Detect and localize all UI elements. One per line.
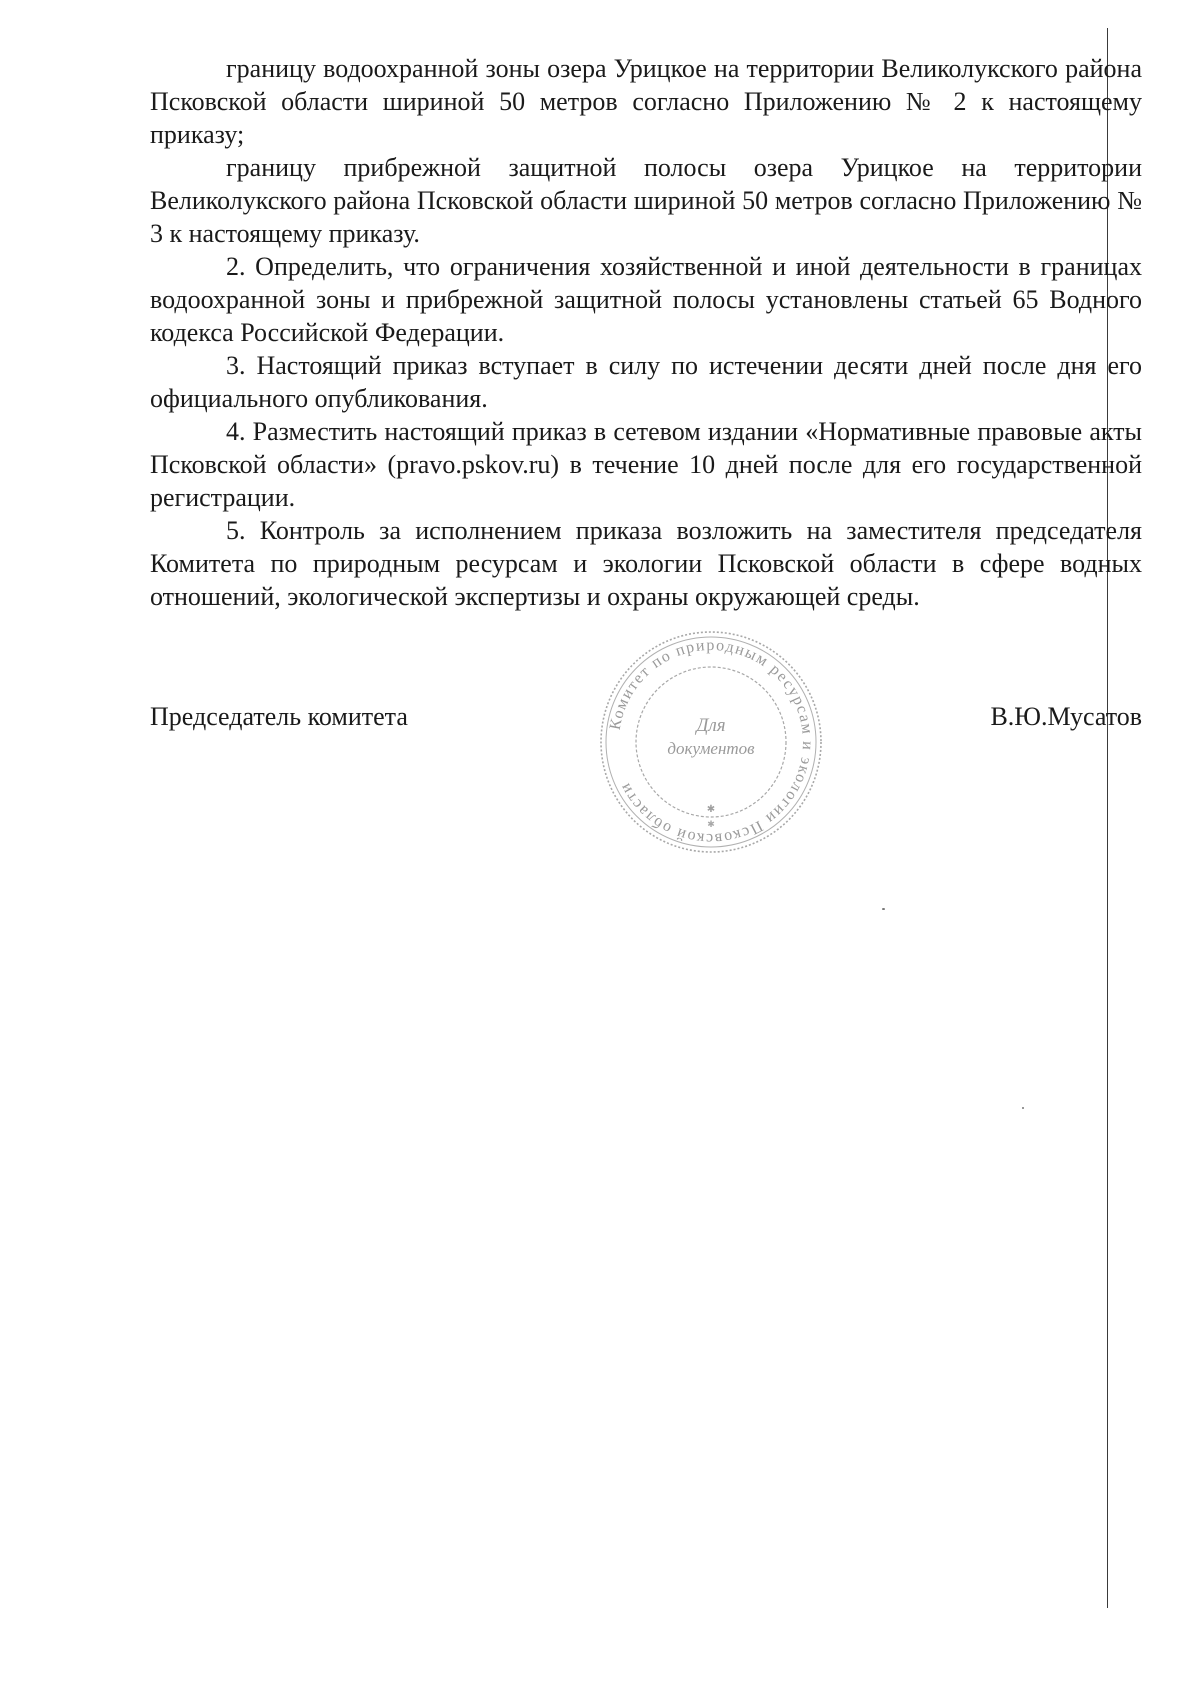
signatory-name: В.Ю.Мусатов — [990, 702, 1142, 731]
stamp-star-icon: ✱ — [707, 820, 715, 830]
paragraph: 4. Разместить настоящий приказ в сетевом издании «Нормативные правовые акты Псковской области» (pravo.pskov.ru) в течение 10 дней после для его государственной регистрации. — [150, 417, 1142, 512]
scan-speck — [1022, 1107, 1024, 1109]
document-body — [150, 52, 1142, 613]
paragraph: границу прибрежной защитной полосы озера Урицкое на территории Великолукского района Псковской области шириной 50 метров согласно Приложению № 3 к настоящему приказу. — [150, 153, 1142, 248]
stamp-star-icon: ✱ — [706, 804, 716, 815]
stamp-ring-text: Комитет по природным ресурсам и экологии Псковской области — [606, 636, 817, 848]
stamp-center-text: документов — [667, 739, 755, 758]
scan-speck — [882, 908, 885, 910]
signatory-title: Председатель комитета — [150, 702, 408, 731]
paragraph: 5. Контроль за исполнением приказа возложить на заместителя председателя Комитета по природным ресурсам и экологии Псковской области в сфере водных отношений, экологической экспертизы и охраны окружающей среды. — [150, 516, 1142, 611]
paragraph: 2. Определить, что ограничения хозяйственной и иной деятельности в границах водоохранной зоны и прибрежной защитной полосы установлены статьей 65 Водного кодекса Российской Федерации. — [150, 252, 1142, 347]
stamp-center-text: Для — [696, 715, 726, 736]
paragraph: границу водоохранной зоны озера Урицкое на территории Великолукского района Псковской области шириной 50 метров согласно Приложению № 2 к настоящему приказу; — [150, 54, 1142, 149]
paragraph: 3. Настоящий приказ вступает в силу по истечении десяти дней после дня его официального опубликования. — [150, 351, 1142, 413]
official-stamp-seal — [596, 627, 826, 857]
